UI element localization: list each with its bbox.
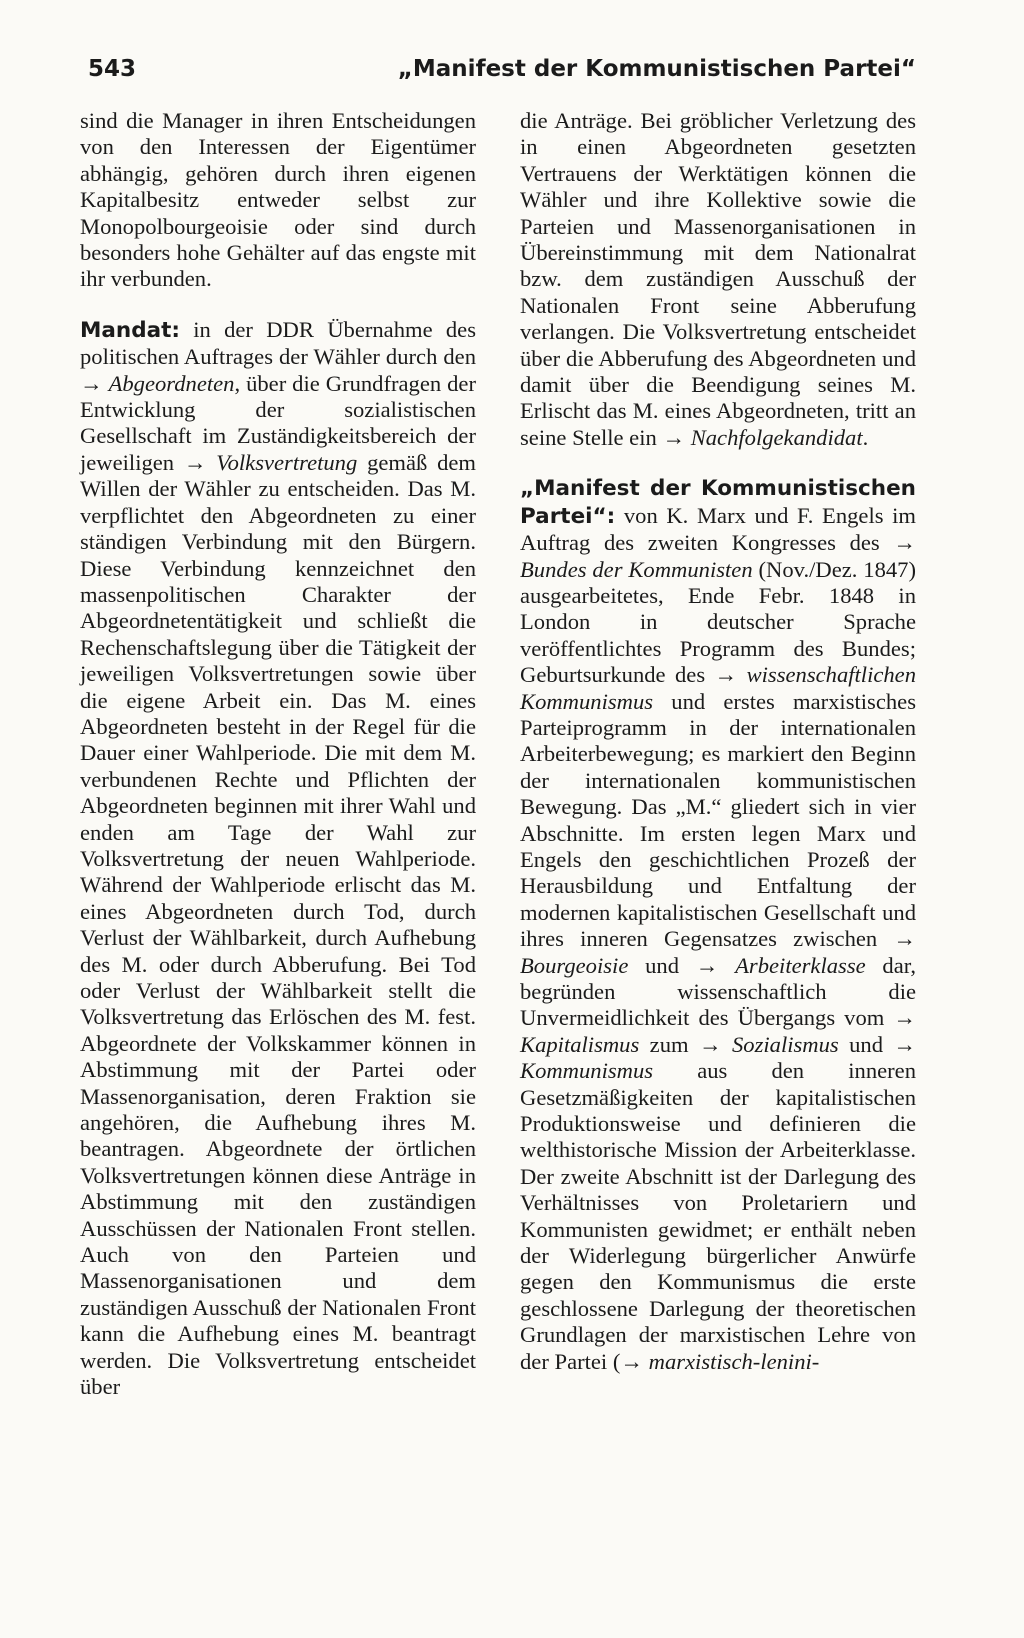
arrow-icon: → bbox=[695, 952, 719, 978]
cross-reference: Bundes der Kommunisten bbox=[520, 556, 753, 582]
cross-reference: Sozialismus bbox=[731, 1031, 839, 1057]
entry-text: die Anträge. Bei gröblicher Verletzung des in einen Abgeordneten gesetzten Vertrauens der Werktätigen können die Wähler und ihre Kollektive sowie die Parteien und Massenorganisationen in Übereinstimmung mit dem Nationalrat bzw. dem zuständigen Ausschuß der Nationalen Front seine Abberufung verlangen. Die Volksvertretung entscheidet über die Abberufung des Abgeordneten und damit über die Beendigung seines M. Erlischt das M. eines Abgeordneten, tritt an seine Stelle ein bbox=[520, 108, 916, 450]
running-title: „Manifest der Kommunistischen Partei“ bbox=[397, 56, 916, 82]
cross-reference: Kapitalismus bbox=[520, 1031, 640, 1057]
arrow-icon: → bbox=[183, 449, 207, 475]
cross-reference: Abgeordneten bbox=[108, 370, 235, 396]
continued-paragraph bbox=[520, 108, 916, 451]
arrow-icon: → bbox=[893, 926, 916, 952]
cross-reference: Kommunismus bbox=[520, 1058, 654, 1084]
cross-reference: Arbeiterklasse bbox=[735, 952, 866, 978]
entry-text: (Nov./Dez. 1847) ausgearbeitetes, Ende Febr. 1848 in London in deutscher Sprache veröffentlichtes Programm des Bundes; Geburtsurkunde des bbox=[520, 556, 916, 688]
entry-text: in der DDR Übernahme des politischen Auftrages der Wähler durch den bbox=[80, 316, 476, 370]
entry-term: „Manifest der Kommunistischen Partei“: bbox=[520, 476, 916, 529]
entry-text: dar, begründen wissenschaftlich die Unvermeidlichkeit des Übergangs vom bbox=[520, 952, 916, 1031]
entry-text: und bbox=[838, 1031, 894, 1057]
entry-text: zum bbox=[639, 1031, 699, 1057]
cross-reference: marxistisch-lenini- bbox=[648, 1348, 820, 1374]
arrow-icon: → bbox=[893, 530, 916, 556]
left-column bbox=[80, 108, 476, 1401]
arrow-icon: → bbox=[620, 1348, 643, 1374]
arrow-icon: → bbox=[893, 1005, 916, 1031]
entry-term: Mandat: bbox=[80, 317, 180, 343]
arrow-icon: → bbox=[893, 1031, 916, 1057]
entry-manifest bbox=[520, 475, 916, 1375]
cross-reference: Bourgeoisie bbox=[520, 952, 629, 978]
entry-text: gemäß dem Willen der Wähler zu entscheiden. Das M. verpflichtet den Abgeordneten zu einer ständigen Verbindung mit den Bürgern. Diese Verbindung kennzeichnet den massenpolitischen Charakter der Abgeordnetentätigkeit und schließt die Rechenschaftslegung über die Tätigkeit der jeweiligen Volksvertretungen sowie über die eigene Arbeit ein. Das M. eines Abgeordneten besteht in der Regel für die Dauer einer Wahlperiode. Die mit dem M. verbundenen Rechte und Pflichten der Abgeordneten beginnen mit ihrer Wahl und enden am Tage der Wahl zur Volksvertretung der neuen Wahlperiode. Während der Wahlperiode erlischt das M. eines Abgeordneten durch Tod, durch Verlust der Wählbarkeit, durch Aufhebung des M. oder durch Abberufung. Bei Tod oder Verlust der Wählbarkeit stellt die Volksvertretung das Erlöschen des M. fest. Abgeordnete der Volkskammer können in Abstimmung mit der Partei oder Massenorganisation, deren Fraktion sie angehören, die Aufhebung ihres M. beantragen. Abgeordnete der örtlichen Volksvertretungen können diese Anträge in Abstimmung mit den zuständigen Ausschüssen der Nationalen Front stellen. Auch von den Parteien und Massenorganisationen und dem zuständigen Ausschuß der Nationalen Front kann die Aufhebung eines M. beantragt werden. Die Volksvertretung entscheidet über bbox=[80, 449, 476, 1400]
entry-text: . bbox=[862, 424, 869, 450]
cross-reference: Volksvertretung bbox=[216, 449, 358, 475]
entry-text: , über die Grundfragen der Entwicklung der sozialistischen Gesellschaft im Zuständigkeitsbereich der jeweiligen bbox=[80, 370, 476, 475]
cross-reference: wissenschaftlichen Kommunismus bbox=[520, 662, 917, 714]
cross-reference: Nachfolgekandidat bbox=[690, 424, 863, 450]
arrow-icon: → bbox=[698, 1031, 722, 1057]
entry-text: aus den inneren Gesetzmäßigkeiten der kapitalistischen Produktionsweise und definieren die welthistorische Mission der Arbeiterklasse. Der zweite Abschnitt ist der Darlegung des Verhältnisses von Proletariern und Kommunisten gewidmet; er enthält neben der Widerlegung bürgerlicher Anwürfe gegen den Kommunismus die erste geschlossene Darlegung der theoretischen Grundlagen der marxistischen Lehre von der Partei ( bbox=[520, 1058, 916, 1374]
entry-text: und bbox=[628, 952, 696, 978]
continued-paragraph: sind die Manager in ihren Entscheidungen von den Interessen der Eigentümer abhängig, gehören durch ihren eigenen Kapitalbesitz entweder selbst zur Monopolbourgeoisie oder sind durch besonders hohe Gehälter auf das engste mit ihr verbunden. bbox=[80, 108, 476, 292]
page-number: 543 bbox=[88, 56, 137, 82]
arrow-icon: → bbox=[714, 662, 738, 688]
page-header bbox=[88, 52, 916, 92]
entry-mandat bbox=[80, 317, 476, 1401]
arrow-icon: → bbox=[80, 370, 103, 396]
arrow-icon: → bbox=[662, 424, 686, 450]
entry-text: von K. Marx und F. Engels im Auftrag des zweiten Kongresses des bbox=[520, 502, 916, 556]
entry-text: und erstes marxistisches Parteiprogramm in der internationalen Arbeiterbewegung; es markiert den Beginn der internationalen kommunistischen Bewegung. Das „M.“ gliedert sich in vier Abschnitte. Im ersten legen Marx und Engels den geschichtlichen Prozeß der Herausbildung und Entfaltung der modernen kapitalistischen Gesellschaft und ihres inneren Gegensatzes zwischen bbox=[520, 688, 916, 952]
right-column bbox=[520, 108, 916, 1375]
